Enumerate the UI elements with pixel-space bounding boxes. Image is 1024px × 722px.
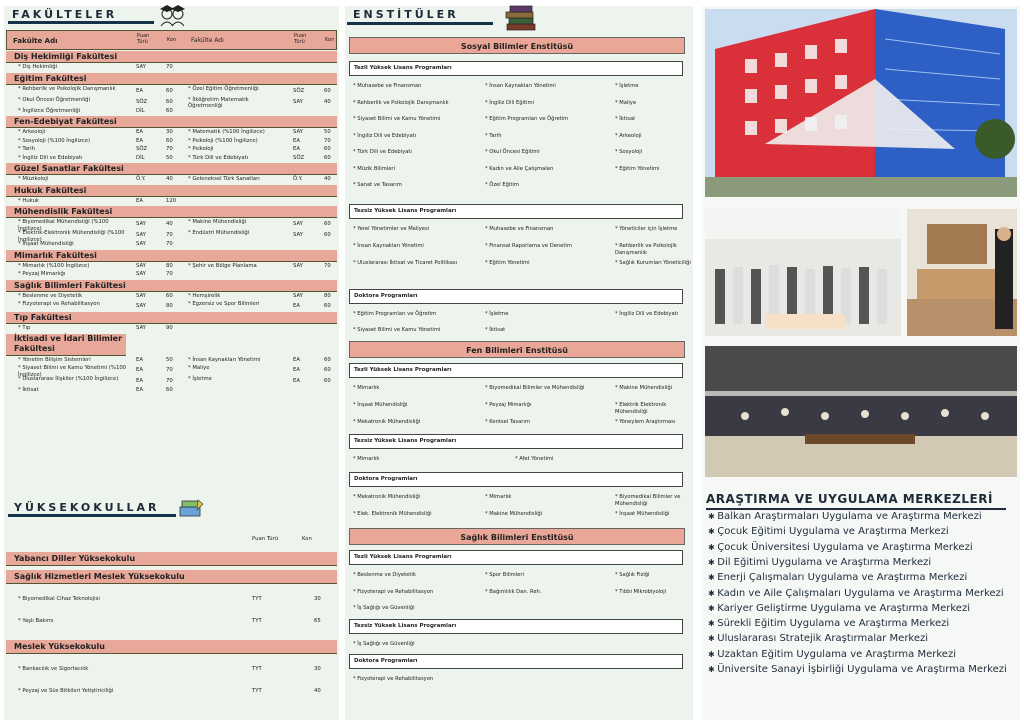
school-program-name: * Bankacılık ve Sigortacılık bbox=[18, 666, 89, 672]
program-group-title: Doktora Programları bbox=[349, 472, 683, 487]
program-item: * Uluslararası İktisat ve Ticaret Politikası bbox=[353, 260, 458, 266]
faculty-quota: 60 bbox=[166, 98, 173, 105]
faculty-quota: 40 bbox=[324, 176, 331, 182]
faculty-program-name: * Maliye bbox=[188, 365, 210, 371]
faculty-section-header: Güzel Sanatlar Fakültesi bbox=[6, 163, 337, 175]
faculty-score-type: EA bbox=[136, 378, 143, 384]
school-program-name: * Yaşlı Bakımı bbox=[18, 618, 54, 624]
program-item: * Arkeoloji bbox=[615, 132, 642, 139]
research-center-item bbox=[708, 588, 1004, 599]
institute-title: Sosyal Bilimler Enstitüsü bbox=[349, 37, 685, 54]
faculty-quota: 80 bbox=[166, 262, 173, 269]
faculty-score-type: SAY bbox=[293, 292, 303, 299]
auditorium-photo bbox=[705, 346, 1017, 477]
faculty-quota: 40 bbox=[166, 176, 173, 182]
program-item: * İngiliz Dili ve Edebiyatı bbox=[353, 132, 417, 139]
institute-title: Fen Bilimleri Enstitüsü bbox=[349, 341, 685, 358]
program-item: * Eğitim Programları ve Öğretim bbox=[353, 311, 437, 317]
faculty-program-name: * Endüstri Mühendisliği bbox=[188, 230, 250, 236]
faculty-program-name: * Geleneksel Türk Sanatları bbox=[188, 176, 260, 182]
program-item: * İnsan Kaynakları Yönetimi bbox=[353, 243, 424, 249]
program-item: * İnşaat Mühendisliği bbox=[615, 511, 670, 517]
faculty-section-header: Tıp Fakültesi bbox=[6, 312, 337, 324]
program-item: * Peyzaj Mimarlığı bbox=[485, 402, 532, 408]
program-group-title: Tezsiz Yüksek Lisans Programları bbox=[349, 619, 683, 634]
column-photos-centers bbox=[702, 6, 1020, 720]
faculty-program-name: * Hemşirelik bbox=[188, 292, 221, 299]
bullet-icon: ✱ bbox=[708, 603, 718, 613]
research-center-item bbox=[708, 649, 956, 660]
faculty-score-type: Ö.Y. bbox=[136, 176, 146, 182]
research-center-item bbox=[708, 618, 949, 629]
faculty-score-type: EA bbox=[293, 378, 300, 384]
program-item: * Eğitim Yönetimi bbox=[485, 260, 530, 266]
program-item: * İktisat bbox=[615, 116, 636, 122]
program-item: * Eğitim Programları ve Öğretim bbox=[485, 116, 569, 122]
school-quota: 30 bbox=[314, 666, 321, 672]
program-item: * Eğitim Yönetimi bbox=[615, 165, 660, 172]
faculty-score-type: EA bbox=[136, 356, 143, 363]
faculty-score-type: DİL bbox=[136, 154, 145, 161]
bullet-icon: ✱ bbox=[708, 573, 718, 583]
faculty-program-name: * Tıp bbox=[18, 325, 31, 331]
faculty-program-name: * Psikoloji bbox=[188, 146, 214, 152]
faculty-quota: 30 bbox=[166, 129, 173, 135]
faculty-program-name: * Beslenme ve Diyetetik bbox=[18, 292, 83, 299]
faculty-quota: 60 bbox=[324, 232, 331, 238]
school-quota: 40 bbox=[314, 688, 321, 694]
schools-header-quota: Kon bbox=[302, 536, 312, 542]
program-item: * Müzik Bilimleri bbox=[353, 165, 395, 172]
program-item: * Mekatronik Mühendisliği bbox=[353, 494, 421, 500]
faculty-score-type: SAY bbox=[136, 241, 146, 247]
faculty-program-name: * Okul Öncesi Öğretmenliği bbox=[18, 96, 91, 103]
faculty-quota: 60 bbox=[166, 137, 173, 144]
faculty-program-name: * İktisat bbox=[18, 387, 39, 393]
faculty-score-type: SAY bbox=[293, 221, 303, 227]
faculty-program-name: * Matematik (%100 İngilizce) bbox=[188, 129, 265, 135]
lab-illustration bbox=[705, 209, 901, 336]
program-item: * Türk Dili ve Edebiyatı bbox=[353, 149, 412, 155]
faculty-section-header: Diş Hekimliği Fakültesi bbox=[6, 51, 337, 63]
school-score-type: TYT bbox=[252, 666, 262, 672]
faculty-section-header: Sağlık Bilimleri Fakültesi bbox=[6, 280, 337, 292]
faculty-score-type: SAY bbox=[136, 271, 146, 277]
research-center-name: Kadın ve Aile Çalışmaları Uygulama ve Araştırma Merkezi bbox=[717, 587, 1004, 599]
faculty-score-type: SÖZ bbox=[293, 154, 305, 161]
program-item: * İngiliz Dili ve Edebiyatı bbox=[615, 311, 679, 317]
faculty-program-name: * Siyaset Bilimi ve Kamu Yönetimi (%100 İngilizce) bbox=[18, 365, 127, 378]
faculty-score-type: SAY bbox=[293, 98, 303, 105]
faculty-program-name: * Özel Eğitim Öğretmenliği bbox=[188, 85, 259, 92]
faculty-program-name: * Egzersiz ve Spor Bilimleri bbox=[188, 301, 260, 307]
faculty-quota: 70 bbox=[166, 367, 173, 373]
faculty-score-type: DİL bbox=[136, 107, 145, 114]
program-item: * Elek. Elektronik Mühendisliği bbox=[353, 511, 432, 517]
faculty-score-type: Ö.Y. bbox=[293, 176, 303, 182]
faculty-program-name: * Mimarlık (%100 İngilizce) bbox=[18, 262, 90, 269]
program-item: * Sağlık Kurumları Yöneticiliği bbox=[615, 260, 691, 266]
program-item: * Yöneylem Araştırması bbox=[615, 419, 676, 425]
header-quota: Kon bbox=[167, 37, 177, 43]
building-illustration bbox=[705, 9, 1017, 197]
bullet-icon: ✱ bbox=[708, 665, 718, 674]
faculty-quota: 60 bbox=[324, 221, 331, 227]
faculty-quota: 70 bbox=[166, 378, 173, 384]
faculty-program-name: * İnsan Kaynakları Yönetimi bbox=[188, 356, 261, 363]
bullet-icon: ✱ bbox=[708, 588, 718, 598]
school-program-name: * Peyzaj ve Süs Bitkileri Yetiştiriciliği bbox=[18, 688, 114, 694]
research-center-name: Çocuk Eğitimi Uygulama ve Araştırma Merkezi bbox=[717, 526, 949, 538]
faculty-score-type: SAY bbox=[136, 262, 146, 269]
program-item: * Siyaset Bilimi ve Kamu Yönetimi bbox=[353, 116, 441, 122]
schools-title: YÜKSEKOKULLAR bbox=[14, 501, 160, 514]
faculty-program-name: * Müzikoloji bbox=[18, 176, 49, 182]
faculty-score-type: SAY bbox=[136, 303, 146, 309]
school-score-type: TYT bbox=[252, 688, 262, 694]
faculty-score-type: SAY bbox=[293, 129, 303, 135]
school-score-type: TYT bbox=[252, 596, 262, 602]
program-item: * İşletme bbox=[615, 83, 639, 89]
faculty-score-type: EA bbox=[136, 129, 143, 135]
research-centers-underline bbox=[706, 508, 1006, 510]
program-item: * Tıbbi Mikrobiyoloji bbox=[615, 588, 667, 595]
header-faculty-name: Fakülte Adı bbox=[13, 37, 58, 45]
faculty-quota: 120 bbox=[166, 197, 177, 204]
faculty-quota: 60 bbox=[324, 356, 331, 363]
program-item: * Biyomedikal Bilimler ve Mühendisliği bbox=[615, 494, 681, 507]
research-centers-title: ARAŞTIRMA VE UYGULAMA MERKEZLERİ bbox=[706, 492, 993, 506]
faculty-program-name: * Psikoloji (%100 İngilizce) bbox=[188, 137, 258, 144]
research-center-item bbox=[708, 603, 970, 614]
program-group-title: Doktora Programları bbox=[349, 289, 683, 304]
header-score-type: Puan Türü bbox=[137, 33, 150, 45]
faculty-quota: 60 bbox=[166, 292, 173, 299]
program-item: * İktisat bbox=[485, 327, 506, 333]
faculty-quota: 60 bbox=[166, 87, 173, 94]
program-item: * Kentsel Tasarım bbox=[485, 419, 530, 425]
stacked-books-icon bbox=[503, 4, 539, 34]
faculty-program-name: * Makine Mühendisliği bbox=[188, 219, 247, 225]
faculty-quota: 90 bbox=[166, 325, 173, 331]
faculty-program-name: * İnşaat Mühendisliği bbox=[18, 241, 74, 247]
program-item: * Rehberlik ve Psikolojik Danışmanlık bbox=[615, 243, 677, 256]
auditorium-illustration bbox=[705, 346, 1017, 477]
research-center-name: Uluslararası Stratejik Araştırmalar Merkezi bbox=[717, 633, 929, 645]
school-program-name: * Biyomedikal Cihaz Teknolojisi bbox=[18, 596, 100, 602]
faculty-program-name: * Tarih bbox=[18, 146, 35, 152]
school-section-header: Yabancı Diller Yüksekokulu bbox=[6, 552, 337, 566]
program-item: * Mimarlık bbox=[353, 385, 380, 391]
bullet-icon: ✱ bbox=[708, 557, 718, 567]
program-item: * Okul Öncesi Eğitimi bbox=[485, 149, 540, 155]
program-item: * Elektrik Elektronik Mühendisliği bbox=[615, 402, 667, 415]
faculty-quota: 70 bbox=[166, 232, 173, 238]
program-item: * İş Sağlığı ve Güvenliği bbox=[353, 605, 415, 611]
program-item: * Muhasebe ve Finansman bbox=[485, 226, 554, 232]
faculty-quota: 80 bbox=[324, 292, 331, 299]
program-group-title: Tezli Yüksek Lisans Programları bbox=[349, 363, 683, 378]
bullet-icon: ✱ bbox=[708, 634, 718, 644]
bullet-icon: ✱ bbox=[708, 512, 718, 521]
program-item: * Makine Mühendisliği bbox=[485, 511, 543, 517]
court-photo bbox=[907, 209, 1017, 336]
faculty-quota: 60 bbox=[166, 387, 173, 393]
program-group-title: Tezsiz Yüksek Lisans Programları bbox=[349, 434, 683, 449]
faculty-score-type: EA bbox=[293, 356, 300, 363]
schools-underline bbox=[8, 514, 176, 517]
program-group-title: Tezsiz Yüksek Lisans Programları bbox=[349, 204, 683, 219]
faculty-quota: 50 bbox=[166, 154, 173, 161]
faculties-underline bbox=[8, 21, 154, 24]
program-item: * Fizyoterapi ve Rehabilitasyon bbox=[353, 676, 434, 682]
faculty-score-type: SAY bbox=[136, 221, 146, 227]
faculty-score-type: EA bbox=[293, 146, 300, 152]
research-center-name: Sürekli Eğitim Uygulama ve Araştırma Merkezi bbox=[717, 618, 950, 630]
faculty-program-name: * Yönetim Bilişim Sistemleri bbox=[18, 356, 91, 363]
faculty-program-name: * Şehir ve Bölge Planlama bbox=[188, 262, 257, 269]
program-item: * Sağlık Fiziği bbox=[615, 572, 650, 578]
research-center-item bbox=[708, 664, 1007, 675]
faculty-program-name: * İngilizce Öğretmenliği bbox=[18, 107, 81, 114]
program-item: * İngiliz Dili Eğitimi bbox=[485, 99, 534, 106]
faculty-quota: 40 bbox=[166, 221, 173, 227]
faculty-quota: 80 bbox=[166, 303, 173, 309]
faculty-quota: 60 bbox=[166, 107, 173, 114]
faculty-score-type: EA bbox=[293, 303, 300, 309]
faculty-program-name: * Uluslararası İlişkiler (%100 İngilizce) bbox=[18, 376, 119, 382]
faculty-score-type: SÖZ bbox=[136, 146, 148, 152]
program-item: * Siyaset Bilimi ve Kamu Yönetimi bbox=[353, 327, 441, 333]
program-item: * Rehberlik ve Psikolojik Danışmanlık bbox=[353, 99, 449, 106]
students-icon bbox=[158, 5, 188, 27]
school-section-header: Meslek Yüksekokulu bbox=[6, 640, 337, 654]
research-center-name: Dil Eğitimi Uygulama ve Araştırma Merkezi bbox=[717, 556, 932, 568]
faculty-program-name: * Türk Dili ve Edebiyatı bbox=[188, 154, 249, 161]
program-item: * Mekatronik Mühendisliği bbox=[353, 419, 421, 425]
program-item: * Sosyoloji bbox=[615, 149, 643, 155]
institutes-title: ENSTİTÜLER bbox=[353, 8, 459, 21]
research-center-item bbox=[708, 542, 973, 553]
faculty-program-name: * Sosyoloji (%100 İngilizce) bbox=[18, 137, 91, 144]
program-item: * Bağımlılık Dan. Reh. bbox=[485, 588, 542, 595]
institutes-underline bbox=[347, 22, 493, 25]
faculties-title: FAKÜLTELER bbox=[12, 8, 118, 21]
program-item: * Beslenme ve Diyetetik bbox=[353, 572, 416, 578]
program-item: * İnşaat Mühendisliği bbox=[353, 402, 408, 408]
faculty-score-type: SAY bbox=[136, 64, 146, 70]
faculty-quota: 60 bbox=[324, 87, 331, 94]
program-item: * Özel Eğitim bbox=[485, 182, 519, 188]
institute-title: Sağlık Bilimleri Enstitüsü bbox=[349, 528, 685, 545]
faculty-quota: 60 bbox=[324, 146, 331, 152]
faculty-quota: 70 bbox=[166, 271, 173, 277]
program-item: * Tarih bbox=[485, 132, 502, 139]
research-center-name: Enerji Çalışmaları Uygulama ve Araştırma Merkezi bbox=[717, 572, 968, 584]
program-item: * Mimarlık bbox=[353, 456, 380, 462]
header-score-type-2: Puan Türü bbox=[294, 33, 307, 45]
faculty-score-type: EA bbox=[136, 367, 143, 373]
faculty-program-name: * Arkeoloji bbox=[18, 129, 46, 135]
faculty-program-name: * İngiliz Dili ve Edebiyatı bbox=[18, 154, 83, 161]
school-section-header: Sağlık Hizmetleri Meslek Yüksekokulu bbox=[6, 570, 337, 584]
building-photo bbox=[705, 9, 1017, 197]
faculty-quota: 60 bbox=[324, 378, 331, 384]
faculty-program-name: * İşletme bbox=[188, 376, 212, 382]
school-score-type: TYT bbox=[252, 618, 262, 624]
faculty-score-type: EA bbox=[293, 137, 300, 144]
research-center-name: Kariyer Geliştirme Uygulama ve Araştırma Merkezi bbox=[717, 602, 970, 614]
faculty-quota: 70 bbox=[166, 64, 173, 70]
faculty-score-type: SAY bbox=[136, 292, 146, 299]
schools-header-score-type: Puan Türü bbox=[252, 536, 279, 542]
faculty-score-type: EA bbox=[136, 87, 143, 94]
faculty-score-type: EA bbox=[293, 367, 300, 373]
program-item: * Finansal Raporlama ve Denetim bbox=[485, 243, 572, 249]
program-item: * Spor Bilimleri bbox=[485, 572, 524, 578]
faculty-score-type: EA bbox=[136, 387, 143, 393]
program-item: * Kadın ve Aile Çalışmaları bbox=[485, 165, 554, 172]
research-center-item bbox=[708, 557, 931, 568]
program-item: * Mimarlık bbox=[485, 494, 512, 500]
faculty-score-type: SAY bbox=[293, 232, 303, 238]
research-center-item bbox=[708, 633, 928, 644]
program-item: * İş Sağlığı ve Güvenliği bbox=[353, 641, 415, 647]
faculty-quota: 40 bbox=[324, 98, 331, 105]
faculty-score-type: SAY bbox=[136, 325, 146, 331]
program-item: * Afet Yönetimi bbox=[515, 456, 554, 462]
program-item: * İnsan Kaynakları Yönetimi bbox=[485, 83, 556, 89]
program-item: * Muhasebe ve Finansman bbox=[353, 83, 422, 89]
bullet-icon: ✱ bbox=[708, 542, 718, 552]
faculty-program-name: * Hukuk bbox=[18, 197, 40, 204]
research-center-item bbox=[708, 526, 949, 537]
faculty-section-header: Fen-Edebiyat Fakültesi bbox=[6, 116, 337, 128]
program-item: * Biyomedikal Bilimler ve Mühendisliği bbox=[485, 385, 585, 391]
faculty-quota: 50 bbox=[324, 129, 331, 135]
faculty-program-name: * Biyomedikal Mühendisliği (%100 İngilizce) bbox=[18, 219, 109, 232]
faculty-quota: 60 bbox=[324, 367, 331, 373]
research-center-name: Uzaktan Eğitim Uygulama ve Araştırma Merkezi bbox=[717, 648, 956, 660]
books-icon bbox=[178, 498, 204, 518]
faculty-program-name: * Rehberlik ve Psikolojik Danışmanlık bbox=[18, 85, 116, 92]
program-group-title: Tezli Yüksek Lisans Programları bbox=[349, 550, 683, 565]
program-item: * Maliye bbox=[615, 99, 637, 106]
faculty-quota: 70 bbox=[324, 262, 331, 269]
lab-photo bbox=[705, 209, 901, 336]
faculty-program-name: * Peyzaj Mimarlığı bbox=[18, 271, 66, 277]
faculty-score-type: SAY bbox=[136, 232, 146, 238]
bullet-icon: ✱ bbox=[708, 527, 718, 537]
faculty-quota: 70 bbox=[166, 146, 173, 152]
faculty-quota: 70 bbox=[166, 241, 173, 247]
faculty-quota: 60 bbox=[324, 303, 331, 309]
faculty-program-name: * Elektrik-Elektronik Mühendisliği (%100 İngilizce) bbox=[18, 230, 125, 243]
program-item: * İşletme bbox=[485, 311, 509, 317]
research-center-name: Üniversite Sanayi İşbirliği Uygulama ve Araştırma Merkezi bbox=[717, 664, 1007, 675]
faculty-section-header: İktisadi ve İdari Bilimler Fakültesi bbox=[6, 334, 126, 356]
bullet-icon: ✱ bbox=[708, 619, 718, 629]
faculty-section-header: Mimarlık Fakültesi bbox=[6, 250, 337, 262]
bullet-icon: ✱ bbox=[708, 649, 718, 659]
faculty-score-type: EA bbox=[136, 197, 143, 204]
program-item: * Makine Mühendisliği bbox=[615, 385, 673, 391]
faculty-program-name: * İlköğretim Matematik Öğretmenliği bbox=[188, 96, 249, 110]
column-faculties bbox=[4, 6, 339, 720]
program-item: * Yerel Yönetimler ve Maliyesi bbox=[353, 226, 430, 232]
faculty-section-header: Mühendislik Fakültesi bbox=[6, 206, 337, 218]
header-quota-2: Kon bbox=[325, 37, 335, 43]
faculty-program-name: * Diş Hekimliği bbox=[18, 64, 58, 70]
school-quota: 30 bbox=[314, 596, 321, 602]
column-institutes bbox=[345, 6, 693, 720]
faculty-score-type: EA bbox=[136, 137, 143, 144]
research-center-item bbox=[708, 511, 982, 522]
school-quota: 65 bbox=[314, 618, 321, 624]
faculty-quota: 70 bbox=[324, 137, 331, 144]
program-group-title: Doktora Programları bbox=[349, 654, 683, 669]
program-group-title: Tezli Yüksek Lisans Programları bbox=[349, 61, 683, 76]
header-faculty-name-2: Fakülte Adı bbox=[191, 37, 224, 44]
faculties-header bbox=[6, 30, 337, 50]
program-item: * Fizyoterapi ve Rehabilitasyon bbox=[353, 588, 434, 595]
faculty-section-header: Hukuk Fakültesi bbox=[6, 185, 337, 197]
program-item: * Yöneticiler için İşletme bbox=[615, 226, 678, 232]
research-center-name: Balkan Araştırmaları Uygulama ve Araştırma Merkezi bbox=[717, 511, 982, 522]
faculty-program-name: * Fizyoterapi ve Rehabilitasyon bbox=[18, 301, 100, 307]
faculty-quota: 60 bbox=[324, 154, 331, 161]
research-center-item bbox=[708, 572, 967, 583]
faculty-score-type: SÖZ bbox=[293, 87, 305, 94]
faculty-score-type: SÖZ bbox=[136, 98, 148, 105]
research-center-name: Çocuk Üniversitesi Uygulama ve Araştırma Merkezi bbox=[717, 541, 973, 553]
program-item: * Sanat ve Tasarım bbox=[353, 182, 402, 188]
faculty-score-type: SAY bbox=[293, 262, 303, 269]
faculty-section-header: Eğitim Fakültesi bbox=[6, 73, 337, 85]
court-illustration bbox=[907, 209, 1017, 336]
faculty-quota: 50 bbox=[166, 356, 173, 363]
